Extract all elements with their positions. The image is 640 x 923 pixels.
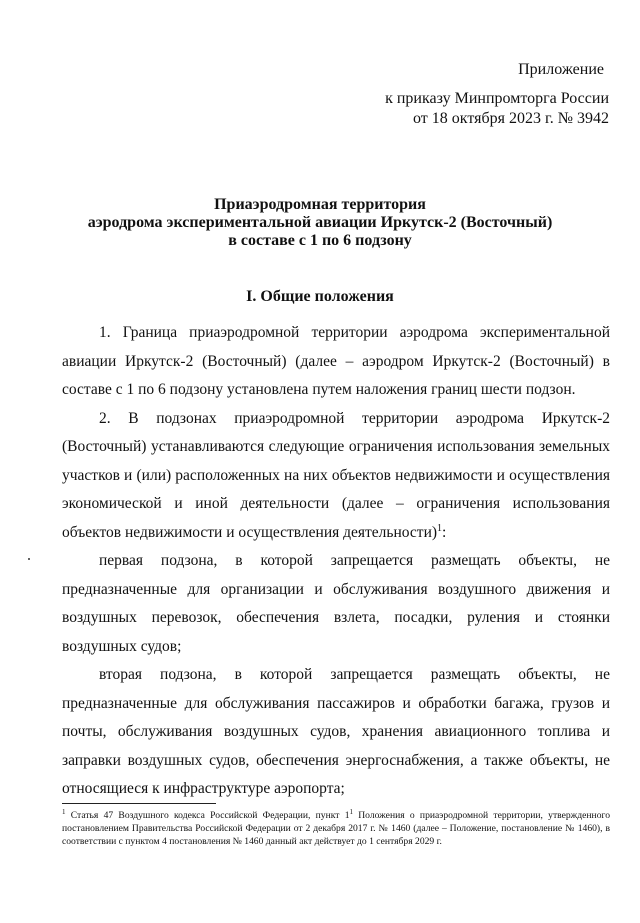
- paragraph-second-subzone: вторая подзона, в которой запрещается размещать объекты, не предназначенные для обслуживания пассажиров и обработки багажа, грузов и почты, обслуживания воздушных судов, хранения авиационного топлива и заправки воздушных судов, обеспечения энергоснабжения, а также объекты, не относящиеся к инфраструктуре аэропорта;: [62, 666, 610, 797]
- appendix-date-line: от 18 октября 2023 г. № 3942: [412, 110, 609, 127]
- footnote-divider: [62, 803, 216, 804]
- paragraph-1: 1. Граница приаэродромной территории аэродрома экспериментальной авиации Иркутск-2 (Восточный) (далее – аэродром Иркутск-2 (Восточный) в составе с 1 по 6 подзону установлена путем наложения границ шести подзон.: [62, 324, 610, 398]
- appendix-block: [379, 60, 609, 129]
- appendix-order-line: к приказу Минпромторга России: [385, 90, 609, 107]
- paragraph-2: [62, 405, 610, 548]
- footnote: [62, 809, 610, 848]
- footnote-text-part-1: Статья 47 Воздушного кодекса Российской Федерации, пункт 1: [65, 810, 350, 821]
- footnote-text-part-2: Положения о приаэродромной территории, утвержденного постановлением Правительства Российской Федерации от 2 декабря 2017 г. № 1460 (далее – Положение, постановление № 1460), в соответствии с пунктом 4 постановления № 1460 данный акт действует до 1 сентября 2029 г.: [62, 810, 610, 847]
- section-heading: I. Общие положения: [246, 288, 394, 305]
- appendix-title: Приложение: [518, 61, 604, 78]
- footnote-marker: 1: [62, 807, 66, 816]
- document-body: [62, 319, 610, 804]
- paragraph-2-suffix: :: [442, 523, 447, 541]
- document-title-line-2: аэродрома экспериментальной авиации Иркутск-2 (Восточный): [87, 214, 553, 231]
- footnote-inner-marker: 1: [349, 807, 353, 816]
- paragraph-2-text: 2. В подзонах приаэродромной территории аэродрома Иркутск-2 (Восточный) устанавливаются следующие ограничения использования земельных участков и (или) расположенных на них объектов недвижимости и осуществления экономической и иной деятельности (далее – ограничения использования объектов недвижимости и осуществления деятельности): [62, 409, 610, 541]
- footnote-reference: 1: [437, 522, 443, 534]
- document-title: [0, 196, 640, 250]
- paragraph-first-subzone: первая подзона, в которой запрещается размещать объекты, не предназначенные для организации и обслуживания воздушного движения и воздушных перевозок, обеспечения взлета, посадки, руления и стоянки воздушных судов;: [62, 552, 610, 655]
- document-title-line-1: Приаэродромная территория: [214, 196, 426, 213]
- scan-artifact-dot: [28, 558, 30, 560]
- document-title-line-3: в составе с 1 по 6 подзону: [228, 232, 412, 249]
